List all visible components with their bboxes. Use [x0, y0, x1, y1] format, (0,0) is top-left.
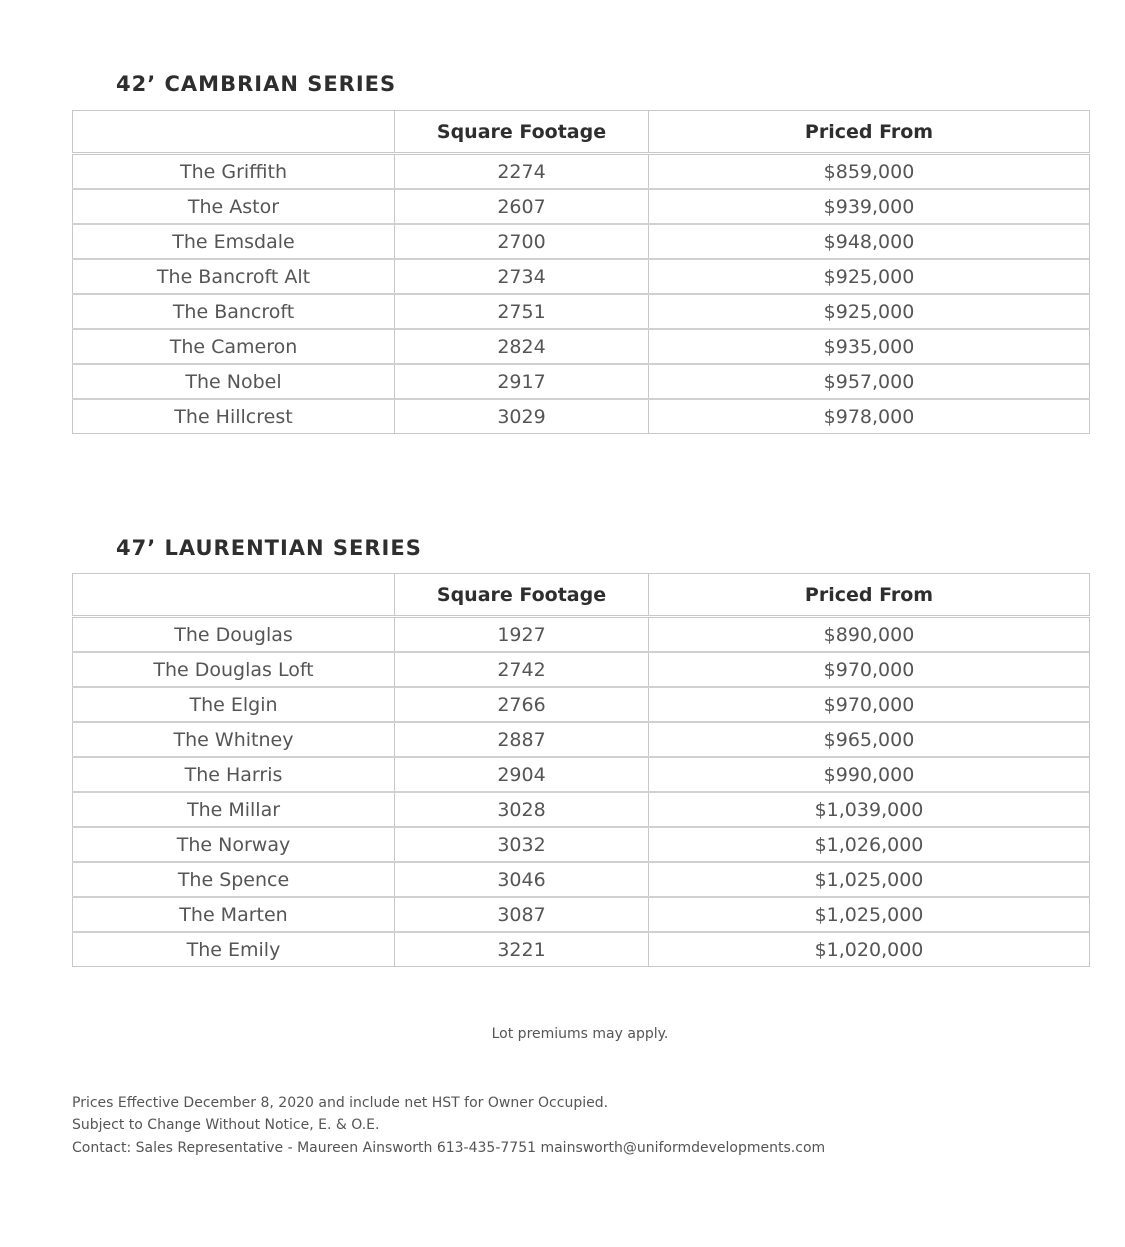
square-footage-cell: 2751	[395, 294, 649, 329]
price-cell: $957,000	[649, 364, 1090, 399]
table-row	[73, 154, 1090, 190]
table-row	[73, 827, 1090, 862]
square-footage-cell: 1927	[395, 617, 649, 653]
price-cell: $925,000	[649, 294, 1090, 329]
square-footage-cell: 2917	[395, 364, 649, 399]
model-name-cell: The Astor	[73, 189, 395, 224]
table-row	[73, 932, 1090, 967]
model-name-cell: The Douglas Loft	[73, 652, 395, 687]
cambrian-series-title: 42’ CAMBRIAN SERIES	[116, 72, 397, 96]
square-footage-cell: 2734	[395, 259, 649, 294]
square-footage-cell: 3032	[395, 827, 649, 862]
table-row	[73, 722, 1090, 757]
model-name-cell: The Griffith	[73, 154, 395, 190]
price-cell: $948,000	[649, 224, 1090, 259]
table-row	[73, 189, 1090, 224]
subject-to-change-note: Subject to Change Without Notice, E. & O.E.	[72, 1117, 380, 1133]
price-cell: $1,020,000	[649, 932, 1090, 967]
model-name-cell: The Spence	[73, 862, 395, 897]
cambrian-price-table	[72, 110, 1090, 434]
square-footage-cell: 3029	[395, 399, 649, 434]
price-cell: $990,000	[649, 757, 1090, 792]
price-cell: $1,039,000	[649, 792, 1090, 827]
table-row	[73, 757, 1090, 792]
model-name-cell: The Hillcrest	[73, 399, 395, 434]
model-name-cell: The Millar	[73, 792, 395, 827]
square-footage-cell: 3028	[395, 792, 649, 827]
model-name-cell: The Elgin	[73, 687, 395, 722]
price-cell: $970,000	[649, 652, 1090, 687]
table-row	[73, 687, 1090, 722]
model-name-cell: The Whitney	[73, 722, 395, 757]
table-row	[73, 862, 1090, 897]
square-footage-cell: 3046	[395, 862, 649, 897]
model-name-cell: The Emsdale	[73, 224, 395, 259]
table-row	[73, 399, 1090, 434]
square-footage-header: Square Footage	[395, 111, 649, 154]
price-cell: $1,025,000	[649, 897, 1090, 932]
table-row	[73, 897, 1090, 932]
price-cell: $970,000	[649, 687, 1090, 722]
model-name-cell: The Cameron	[73, 329, 395, 364]
model-name-cell: The Marten	[73, 897, 395, 932]
contact-info: Contact: Sales Representative - Maureen Ainsworth 613-435-7751 mainsworth@uniformdevelopments.com	[72, 1140, 826, 1156]
laurentian-price-table	[72, 573, 1090, 967]
price-cell: $1,026,000	[649, 827, 1090, 862]
model-name-cell: The Norway	[73, 827, 395, 862]
square-footage-cell: 2766	[395, 687, 649, 722]
table-row	[73, 617, 1090, 653]
model-name-cell: The Douglas	[73, 617, 395, 653]
laurentian-series-title: 47’ LAURENTIAN SERIES	[116, 536, 422, 560]
square-footage-cell: 2700	[395, 224, 649, 259]
price-cell: $859,000	[649, 154, 1090, 190]
priced-from-header: Priced From	[649, 111, 1090, 154]
price-cell: $935,000	[649, 329, 1090, 364]
table-row	[73, 652, 1090, 687]
price-cell: $965,000	[649, 722, 1090, 757]
square-footage-cell: 2607	[395, 189, 649, 224]
square-footage-cell: 2887	[395, 722, 649, 757]
priced-from-header: Priced From	[649, 574, 1090, 617]
model-name-cell: The Harris	[73, 757, 395, 792]
square-footage-cell: 3221	[395, 932, 649, 967]
table-row	[73, 294, 1090, 329]
square-footage-header: Square Footage	[395, 574, 649, 617]
table-header-row	[73, 574, 1090, 617]
price-cell: $978,000	[649, 399, 1090, 434]
model-name-cell: The Nobel	[73, 364, 395, 399]
price-cell: $890,000	[649, 617, 1090, 653]
model-name-header	[73, 574, 395, 617]
model-name-cell: The Bancroft	[73, 294, 395, 329]
table-row	[73, 224, 1090, 259]
price-cell: $1,025,000	[649, 862, 1090, 897]
square-footage-cell: 2824	[395, 329, 649, 364]
table-header-row	[73, 111, 1090, 154]
model-name-header	[73, 111, 395, 154]
square-footage-cell: 2274	[395, 154, 649, 190]
lot-premiums-note: Lot premiums may apply.	[491, 1026, 669, 1042]
prices-effective-note: Prices Effective December 8, 2020 and include net HST for Owner Occupied.	[72, 1095, 609, 1111]
table-row	[73, 259, 1090, 294]
square-footage-cell: 3087	[395, 897, 649, 932]
model-name-cell: The Emily	[73, 932, 395, 967]
model-name-cell: The Bancroft Alt	[73, 259, 395, 294]
table-row	[73, 329, 1090, 364]
square-footage-cell: 2904	[395, 757, 649, 792]
price-cell: $925,000	[649, 259, 1090, 294]
table-row	[73, 792, 1090, 827]
price-cell: $939,000	[649, 189, 1090, 224]
table-row	[73, 364, 1090, 399]
square-footage-cell: 2742	[395, 652, 649, 687]
